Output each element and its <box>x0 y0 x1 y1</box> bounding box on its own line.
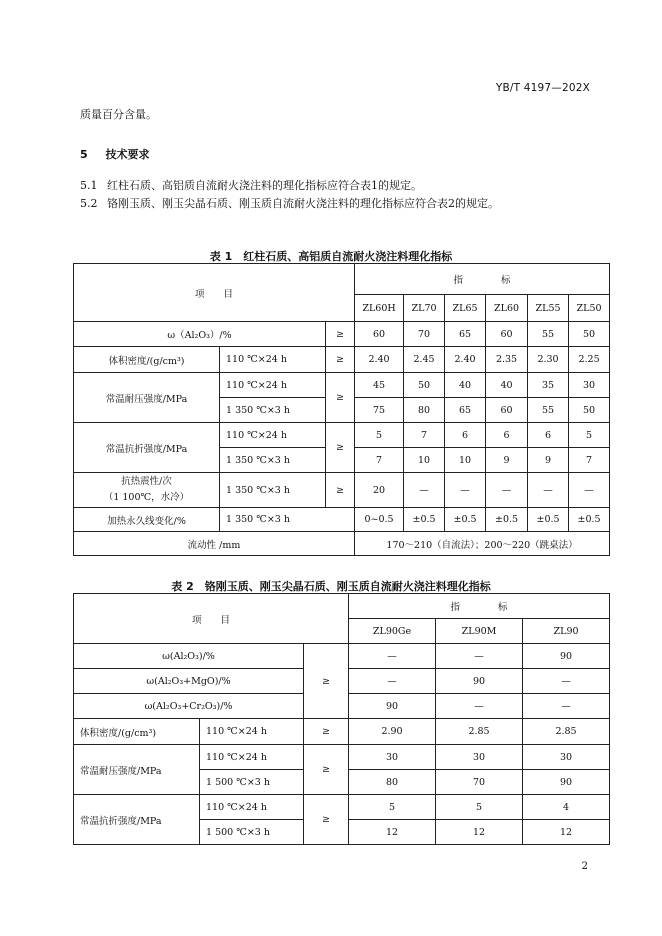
clause-5-1 <box>80 179 422 193</box>
ge-sign: ≥ <box>304 795 349 845</box>
cell: 60 <box>486 398 528 423</box>
cell: — <box>436 644 523 669</box>
table2-caption: 表 2 铬刚玉质、刚玉尖晶石质、刚玉质自流耐火浇注料理化指标 <box>171 580 491 593</box>
cell: 2.35 <box>486 347 528 373</box>
cell: 65 <box>445 398 486 423</box>
cell: — <box>349 644 436 669</box>
cell: — <box>523 669 610 694</box>
table-row <box>74 532 610 556</box>
cell: 12 <box>523 820 610 845</box>
grade-header: ZL90 <box>523 619 610 644</box>
cell: 90 <box>523 770 610 795</box>
cell: 30 <box>523 745 610 770</box>
table1 <box>73 263 610 556</box>
condition: 1 350 ℃×3 h <box>220 448 326 473</box>
cell: 90 <box>349 694 436 719</box>
cell: 2.90 <box>349 719 436 745</box>
clause-text: 铬刚玉质、刚玉尖晶石质、刚玉质自流耐火浇注料的理化指标应符合表2的规定。 <box>107 197 499 210</box>
condition: 1 500 ℃×3 h <box>200 820 304 845</box>
cell: — <box>523 694 610 719</box>
table-row <box>74 795 610 820</box>
condition: 1 350 ℃×3 h <box>220 398 326 423</box>
table-row <box>74 745 610 770</box>
item-header: 项 目 <box>74 264 355 322</box>
cell: — <box>445 473 486 508</box>
cell: 30 <box>349 745 436 770</box>
cell: 5 <box>436 795 523 820</box>
cell: 5 <box>349 795 436 820</box>
condition: 110 ℃×24 h <box>200 745 304 770</box>
cell: 50 <box>569 398 610 423</box>
ge-sign: ≥ <box>304 745 349 795</box>
row-label: 流动性 /mm <box>74 532 355 556</box>
table-row <box>74 347 610 373</box>
table-row <box>74 719 610 745</box>
cell: — <box>436 694 523 719</box>
cell: 4 <box>523 795 610 820</box>
cell: 170～210（自流法）；200～220（跳桌法） <box>355 532 610 556</box>
ge-sign: ≥ <box>326 373 355 423</box>
cell: 35 <box>528 373 569 398</box>
section-number: 5 <box>80 148 88 161</box>
cell: 60 <box>355 322 404 347</box>
row-label: 体积密度/(g/cm³) <box>74 719 200 745</box>
row-label: 常温耐压强度/MPa <box>74 745 200 795</box>
ge-sign: ≥ <box>304 719 349 745</box>
cell: 80 <box>349 770 436 795</box>
cell: 2.85 <box>436 719 523 745</box>
cell: ±0.5 <box>569 508 610 532</box>
condition: 110 ℃×24 h <box>200 719 304 745</box>
cell: 2.85 <box>523 719 610 745</box>
grade-header: ZL60 <box>486 295 528 322</box>
cell: — <box>486 473 528 508</box>
clause-5-2 <box>80 197 499 211</box>
clause-number: 5.2 <box>80 197 98 210</box>
ge-sign: ≥ <box>326 473 355 508</box>
table-row <box>74 644 610 669</box>
cell: 2.40 <box>445 347 486 373</box>
row-label: ω(Al₂O₃+MgO)/% <box>74 669 304 694</box>
row-label: ω（Al₂O₃）/% <box>74 322 326 347</box>
cell: 75 <box>355 398 404 423</box>
table1-caption: 表 1 红柱石质、高铝质自流耐火浇注料理化指标 <box>209 250 453 263</box>
page-number: 2 <box>581 861 588 872</box>
cell: — <box>528 473 569 508</box>
cell: 2.25 <box>569 347 610 373</box>
cell: 6 <box>445 423 486 448</box>
table-row <box>74 373 610 398</box>
cell: ±0.5 <box>404 508 445 532</box>
section-title: 技术要求 <box>105 148 150 161</box>
row-label: 加热永久线变化/% <box>74 508 220 532</box>
row-label-line: 抗热震性/次 <box>121 476 172 487</box>
cell: 9 <box>528 448 569 473</box>
cell: 90 <box>436 669 523 694</box>
cell: — <box>569 473 610 508</box>
table2 <box>73 593 610 845</box>
grade-header: ZL70 <box>404 295 445 322</box>
cell: — <box>349 669 436 694</box>
cell: 10 <box>445 448 486 473</box>
cell: 6 <box>528 423 569 448</box>
section-heading <box>80 146 150 162</box>
cell: 2.40 <box>355 347 404 373</box>
cell: 30 <box>436 745 523 770</box>
condition: 110 ℃×24 h <box>220 423 326 448</box>
cell: — <box>404 473 445 508</box>
document-number: YB/T 4197—202X <box>495 82 590 94</box>
ge-sign: ≥ <box>304 644 349 719</box>
cell: 5 <box>569 423 610 448</box>
grade-header: ZL50 <box>569 295 610 322</box>
index-header: 指 标 <box>349 594 610 619</box>
cell: 20 <box>355 473 404 508</box>
intro-text: 质量百分含量。 <box>80 108 157 121</box>
condition: 1 500 ℃×3 h <box>200 770 304 795</box>
table-row <box>74 508 610 532</box>
cell: 60 <box>486 322 528 347</box>
table-row <box>74 322 610 347</box>
cell: ±0.5 <box>445 508 486 532</box>
table-row <box>74 423 610 448</box>
row-label: 常温抗折强度/MPa <box>74 423 220 473</box>
grade-header: ZL65 <box>445 295 486 322</box>
cell: 10 <box>404 448 445 473</box>
row-label-line: （1 100℃，水冷） <box>103 492 190 503</box>
ge-sign: ≥ <box>326 347 355 373</box>
cell: 55 <box>528 322 569 347</box>
row-label: 常温耐压强度/MPa <box>74 373 220 423</box>
cell: 2.30 <box>528 347 569 373</box>
cell: 70 <box>404 322 445 347</box>
cell: 30 <box>569 373 610 398</box>
index-header: 指 标 <box>355 264 610 295</box>
row-label <box>74 473 220 508</box>
condition: 110 ℃×24 h <box>220 373 326 398</box>
cell: 55 <box>528 398 569 423</box>
grade-header: ZL90Ge <box>349 619 436 644</box>
grade-header: ZL60H <box>355 295 404 322</box>
cell: 7 <box>404 423 445 448</box>
cell: 50 <box>569 322 610 347</box>
cell: 12 <box>349 820 436 845</box>
table-row <box>74 473 610 508</box>
cell: 40 <box>445 373 486 398</box>
cell: 12 <box>436 820 523 845</box>
clause-number: 5.1 <box>80 179 98 192</box>
cell: 70 <box>436 770 523 795</box>
row-label: ω(Al₂O₃)/% <box>74 644 304 669</box>
condition: 1 350 ℃×3 h <box>220 473 326 508</box>
grade-header: ZL55 <box>528 295 569 322</box>
condition: 110 ℃×24 h <box>200 795 304 820</box>
item-header: 项 目 <box>74 594 349 644</box>
clause-text: 红柱石质、高铝质自流耐火浇注料的理化指标应符合表1的规定。 <box>107 179 422 192</box>
cell: 90 <box>523 644 610 669</box>
cell: 6 <box>486 423 528 448</box>
cell: 9 <box>486 448 528 473</box>
ge-sign: ≥ <box>326 322 355 347</box>
cell: 65 <box>445 322 486 347</box>
cell: 50 <box>404 373 445 398</box>
cell: 0~0.5 <box>355 508 404 532</box>
row-label: ω(Al₂O₃+Cr₂O₃)/% <box>74 694 304 719</box>
cell: 5 <box>355 423 404 448</box>
grade-header: ZL90M <box>436 619 523 644</box>
cell: 7 <box>569 448 610 473</box>
cell: ±0.5 <box>528 508 569 532</box>
cell: 7 <box>355 448 404 473</box>
row-label: 常温抗折强度/MPa <box>74 795 200 845</box>
cell: 40 <box>486 373 528 398</box>
cell: 2.45 <box>404 347 445 373</box>
cell: ±0.5 <box>486 508 528 532</box>
row-label: 体积密度/(g/cm³) <box>74 347 220 373</box>
condition: 1 350 ℃×3 h <box>220 508 355 532</box>
ge-sign: ≥ <box>326 423 355 473</box>
cell: 45 <box>355 373 404 398</box>
condition: 110 ℃×24 h <box>220 347 326 373</box>
cell: 80 <box>404 398 445 423</box>
